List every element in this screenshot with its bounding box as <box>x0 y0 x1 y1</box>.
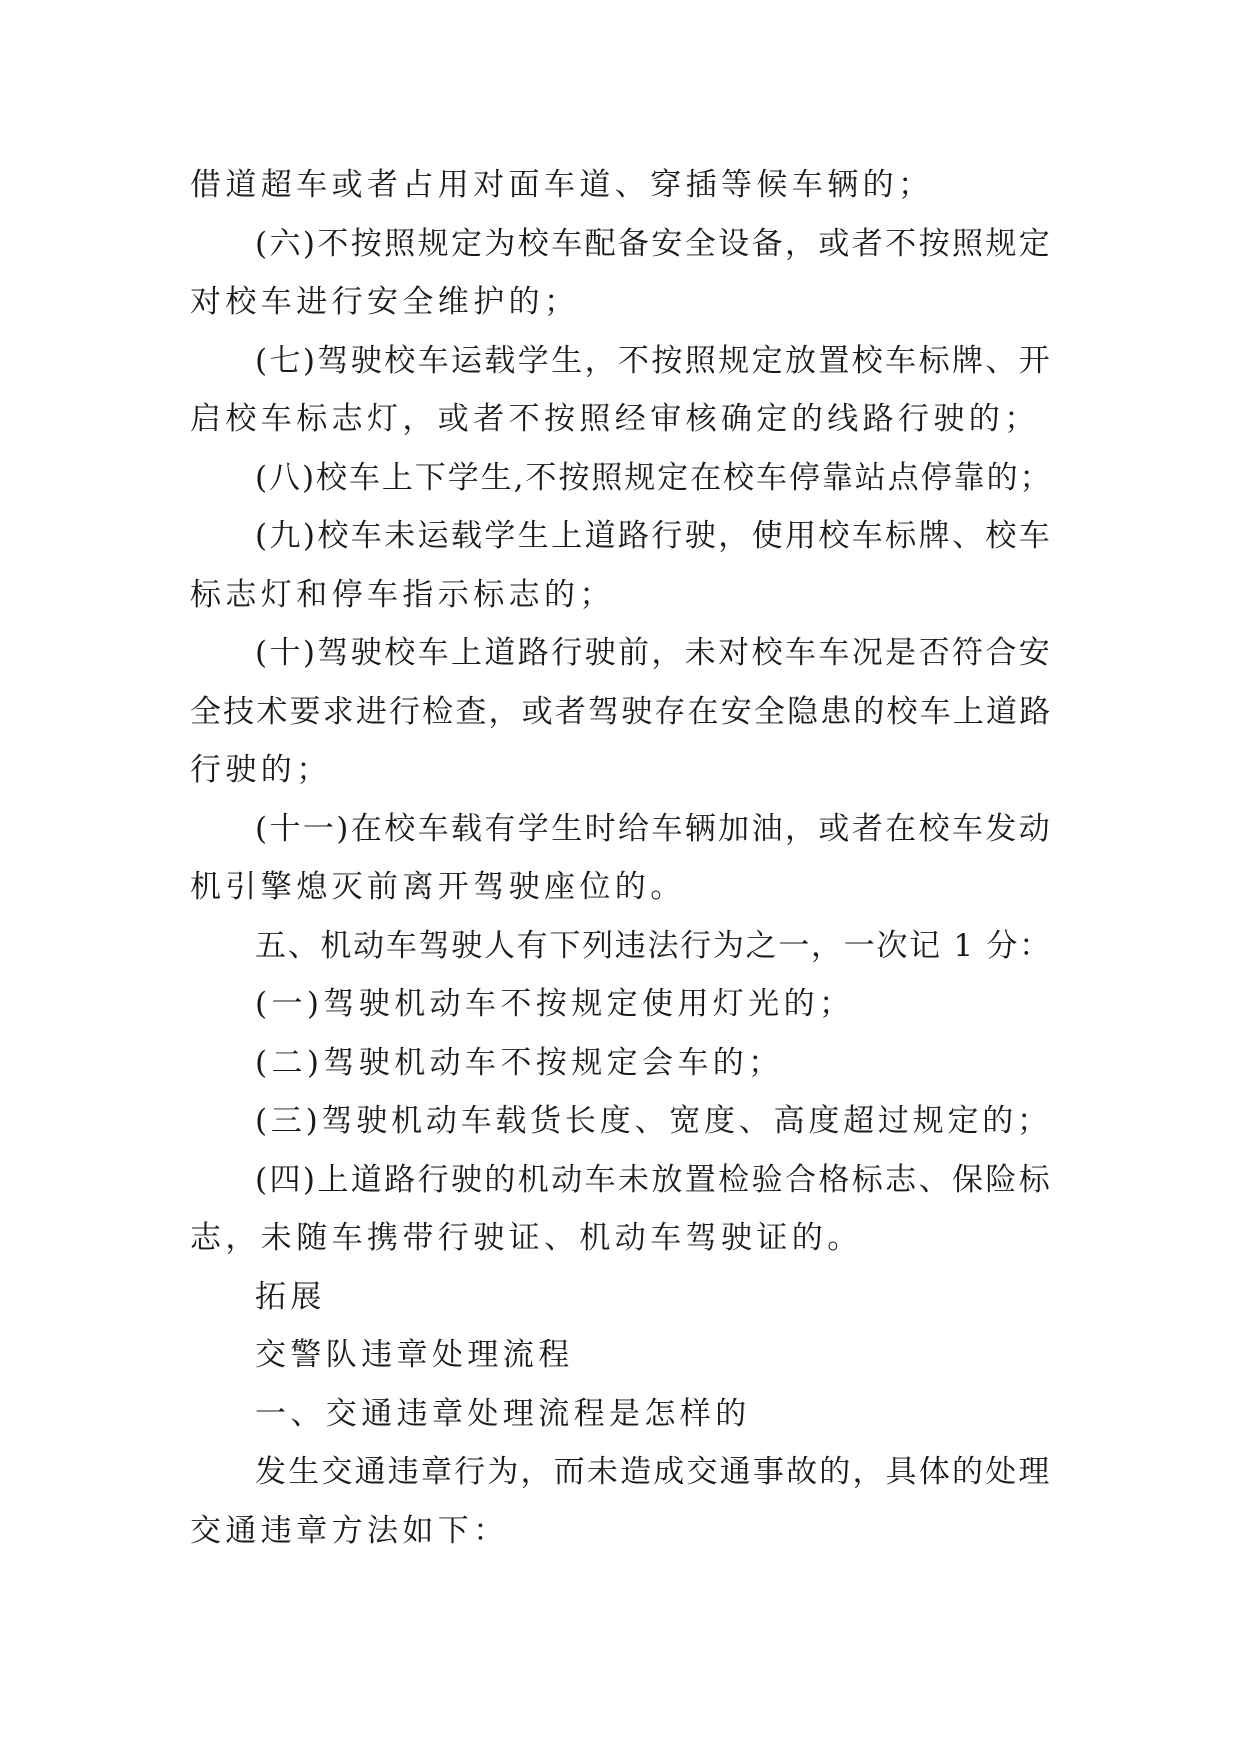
text-line: 五、机动车驾驶人有下列违法行为之一，一次记 1 分： <box>255 928 1052 964</box>
text-line: 对校车进行安全维护的； <box>190 284 580 320</box>
text-line: (十)驾驶校车上道路行驶前，未对校车车况是否符合安 <box>255 635 1053 671</box>
text-line: (九)校车未运载学生上道路行驶，使用校车标牌、校车 <box>255 518 1053 554</box>
section-heading: 拓展 <box>255 1279 326 1315</box>
text-line: (三)驾驶机动车载货长度、宽度、高度超过规定的； <box>255 1103 1052 1139</box>
text-line: (八)校车上下学生,不按照规定在校车停靠站点停靠的； <box>255 460 1053 496</box>
text-line: 发生交通违章行为，而未造成交通事故的，具体的处理 <box>255 1454 1052 1490</box>
text-line: (四)上道路行驶的机动车未放置检验合格标志、保险标 <box>255 1162 1053 1198</box>
text-line: (一)驾驶机动车不按规定使用灯光的； <box>255 986 855 1022</box>
text-line: 行驶的； <box>190 752 332 788</box>
text-line: 启校车标志灯，或者不按照经审核确定的线路行驶的； <box>190 401 1040 437</box>
section-heading: 一、交通违章处理流程是怎样的 <box>255 1396 751 1432</box>
text-line: (二)驾驶机动车不按规定会车的； <box>255 1045 784 1081</box>
text-line: (六)不按照规定为校车配备安全设备，或者不按照规定 <box>255 226 1053 262</box>
text-line: 标志灯和停车指示标志的； <box>190 577 615 613</box>
text-line: (十一)在校车载有学生时给车辆加油，或者在校车发动 <box>255 811 1053 847</box>
section-heading: 交警队违章处理流程 <box>255 1337 574 1373</box>
text-line: 机引擎熄灭前离开驾驶座位的。 <box>190 869 686 905</box>
text-line: (七)驾驶校车运载学生，不按照规定放置校车标牌、开 <box>255 343 1053 379</box>
text-line: 全技术要求进行检查，或者驾驶存在安全隐患的校车上道路 <box>190 694 1053 730</box>
text-line: 志，未随车携带行驶证、机动车驾驶证的。 <box>190 1220 863 1256</box>
text-line: 交通违章方法如下： <box>190 1513 509 1549</box>
text-line: 借道超车或者占用对面车道、穿插等候车辆的； <box>190 167 934 203</box>
